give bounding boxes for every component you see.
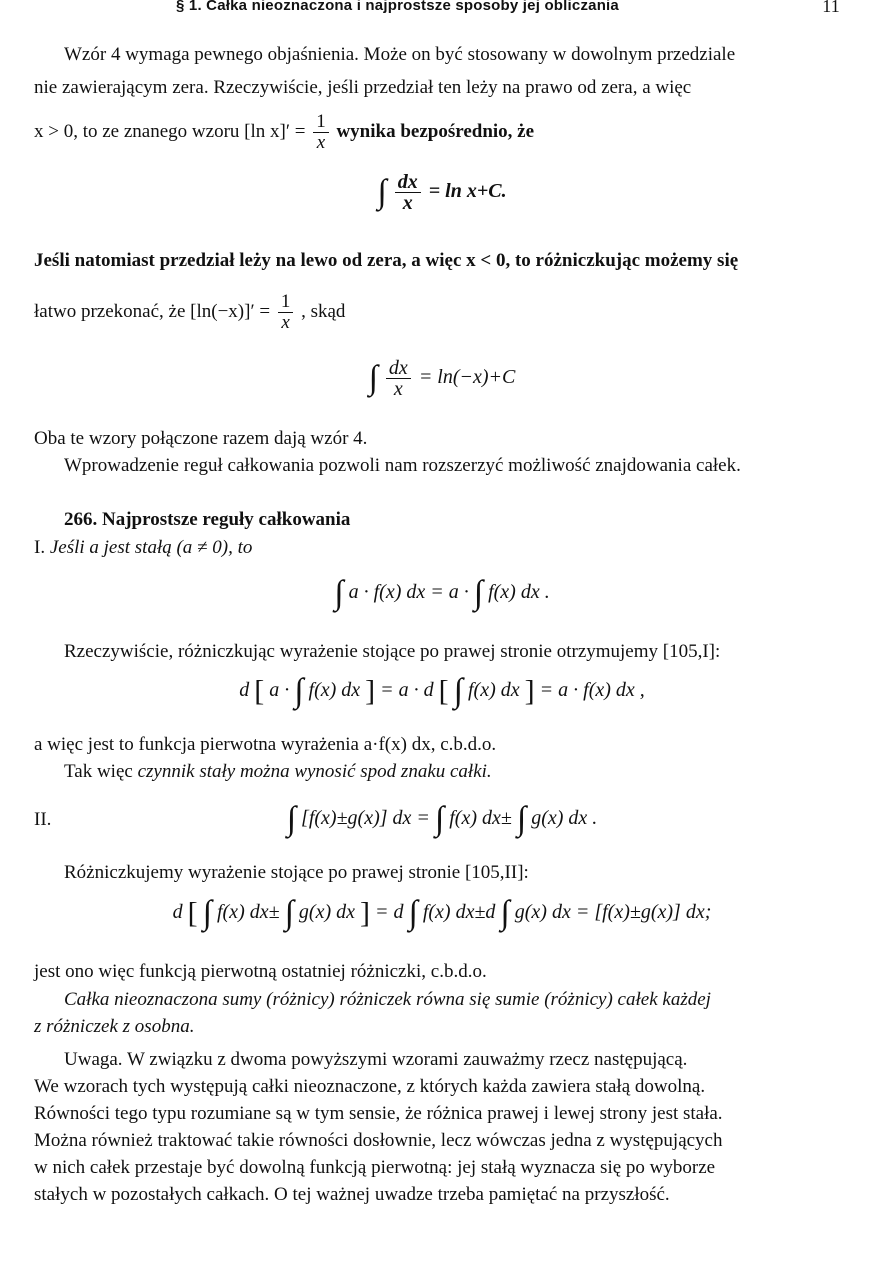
paragraph-line: Można również traktować takie równości dosłownie, lecz wówczas jedna z występujących — [34, 1130, 723, 1151]
paragraph-line: Uwaga. W związku z dwoma powyższymi wzorami zauważmy rzecz następującą. — [64, 1049, 688, 1070]
rule-text: Jeśli a jest stałą (a ≠ 0), to — [49, 537, 253, 558]
bracket: [ — [254, 674, 265, 708]
section-heading — [34, 506, 850, 534]
paragraph-line: Równości tego typu rozumiane są w tym sensie, że różnica prawej i lewej strony jest stała. — [34, 1103, 723, 1124]
section-number: 266. — [64, 509, 98, 530]
bracket: [ — [187, 896, 198, 930]
paragraph-line: w nich całek przestaje być dowolną funkcją pierwotną: jej stałą wyznacza się po wyborze — [34, 1157, 716, 1178]
integral-symbol: ∫ — [202, 894, 212, 932]
integral-symbol: ∫ — [377, 173, 387, 211]
formula-part: d — [172, 901, 183, 923]
bracket: ] — [365, 674, 376, 708]
paragraph-line: jest ono więc funkcją pierwotną ostatniej różniczki, c.b.d.o. — [34, 961, 487, 982]
formula-part: d — [239, 679, 250, 701]
formula — [34, 672, 850, 710]
paragraph-line: Całka nieoznaczona sumy (różnicy) różniczek równa się sumie (różnicy) całek każdej — [64, 989, 711, 1010]
formula-part: g(x) dx . — [531, 807, 598, 829]
running-header — [34, 0, 850, 18]
formula-rhs: = ln(−x)+C — [418, 366, 516, 389]
formula-rhs: = ln x+C. — [428, 180, 507, 203]
formula-rhs: f(x) dx . — [488, 581, 550, 603]
formula-part: [f(x)±g(x)] dx = — [301, 807, 430, 829]
formula-part: = a · d — [380, 679, 434, 701]
fraction — [395, 172, 421, 213]
paragraph-line: We wzorach tych występują całki nieoznaczone, z których każda zawiera stałą dowolną. — [34, 1076, 706, 1097]
formula-part: = a · f(x) dx , — [539, 679, 645, 701]
integral-symbol: ∫ — [284, 894, 294, 932]
formula-part: a · — [269, 679, 290, 701]
numerator: dx — [395, 172, 421, 193]
integral-symbol: ∫ — [408, 894, 418, 932]
formula-part: f(x) dx± — [449, 807, 512, 829]
text: x > 0, to ze znanego wzoru [ln x]′ = — [34, 120, 306, 142]
bracket: [ — [438, 674, 449, 708]
paragraph-line-with-fraction — [34, 292, 850, 333]
formula-part: f(x) dx± — [216, 901, 280, 923]
integral-symbol: ∫ — [453, 672, 463, 710]
integral-symbol: ∫ — [500, 894, 510, 932]
page-number: 11 — [822, 0, 840, 16]
text: , skąd — [301, 300, 346, 322]
numerator: 1 — [278, 292, 294, 313]
paragraph-line: Różniczkujemy wyrażenie stojące po prawej stronie [105,II]: — [64, 862, 529, 883]
paragraph-line: stałych w pozostałych całkach. O tej ważnej uwadze trzeba pamiętać na przyszłość. — [34, 1184, 670, 1205]
fraction — [386, 358, 411, 399]
formula-lhs: a · f(x) dx = a · — [348, 581, 469, 603]
bracket: ] — [359, 896, 370, 930]
paragraph-line: a więc jest to funkcja pierwotna wyrażenia a·f(x) dx, c.b.d.o. — [34, 734, 497, 755]
paragraph-line: Rzeczywiście, różniczkując wyrażenie stojące po prawej stronie otrzymujemy [105,I]: — [64, 641, 721, 662]
integral-symbol: ∫ — [434, 800, 445, 838]
integral-symbol: ∫ — [473, 574, 484, 612]
formula-part: g(x) dx — [298, 901, 355, 923]
fraction — [313, 112, 329, 153]
fraction — [278, 292, 294, 333]
denominator: x — [393, 378, 403, 400]
rule-label: I. — [34, 537, 46, 558]
integral-symbol: ∫ — [516, 800, 527, 838]
text: Tak więc — [64, 761, 133, 782]
bracket: ] — [524, 674, 535, 708]
paragraph-line: Oba te wzory połączone razem dają wzór 4. — [34, 428, 368, 449]
integral-symbol: ∫ — [334, 574, 344, 612]
text-italic: czynnik stały można wynosić spod znaku całki. — [137, 761, 492, 782]
integral-symbol: ∫ — [368, 359, 378, 397]
formula — [34, 894, 850, 932]
rule-statement — [34, 534, 850, 562]
denominator: x — [402, 192, 413, 214]
denominator: x — [281, 312, 290, 333]
formula — [34, 574, 850, 612]
header-title: § 1. Całka nieoznaczona i najprostsze sposoby jej obliczania — [176, 0, 619, 14]
numerator: dx — [386, 358, 411, 379]
paragraph-line: z różniczek z osobna. — [34, 1016, 195, 1037]
integral-symbol: ∫ — [294, 672, 304, 710]
rule-label: II. — [34, 809, 52, 830]
paragraph-line: Wprowadzenie reguł całkowania pozwoli nam rozszerzyć możliwość znajdowania całek. — [64, 455, 741, 476]
formula-part: f(x) dx — [308, 679, 361, 701]
formula — [34, 358, 850, 399]
book-page — [34, 0, 850, 1263]
paragraph-line: nie zawierającym zera. Rzeczywiście, jeśli przedział ten leży na prawo od zera, a więc — [34, 77, 692, 98]
formula-part: = d — [374, 901, 404, 923]
formula-part: f(x) dx — [468, 679, 520, 701]
formula-part: g(x) dx = [f(x)±g(x)] dx; — [514, 901, 712, 923]
paragraph-line: Wzór 4 wymaga pewnego objaśnienia. Może on być stosowany w dowolnym przedziale — [64, 44, 736, 65]
paragraph-line-with-fraction — [34, 112, 850, 153]
denominator: x — [316, 132, 326, 153]
section-title: Najprostsze reguły całkowania — [102, 509, 351, 530]
text: łatwo przekonać, że [ln(−x)]′ = — [34, 300, 271, 322]
paragraph-line: Jeśli natomiast przedział leży na lewo od zera, a więc x < 0, to różniczkując możemy się — [34, 250, 739, 271]
numerator: 1 — [313, 112, 329, 133]
text: wynika bezpośrednio, że — [336, 120, 535, 142]
formula-part: f(x) dx±d — [422, 901, 496, 923]
formula — [34, 172, 850, 213]
paragraph-line — [34, 758, 850, 786]
formula — [34, 800, 850, 838]
integral-symbol: ∫ — [286, 800, 297, 838]
